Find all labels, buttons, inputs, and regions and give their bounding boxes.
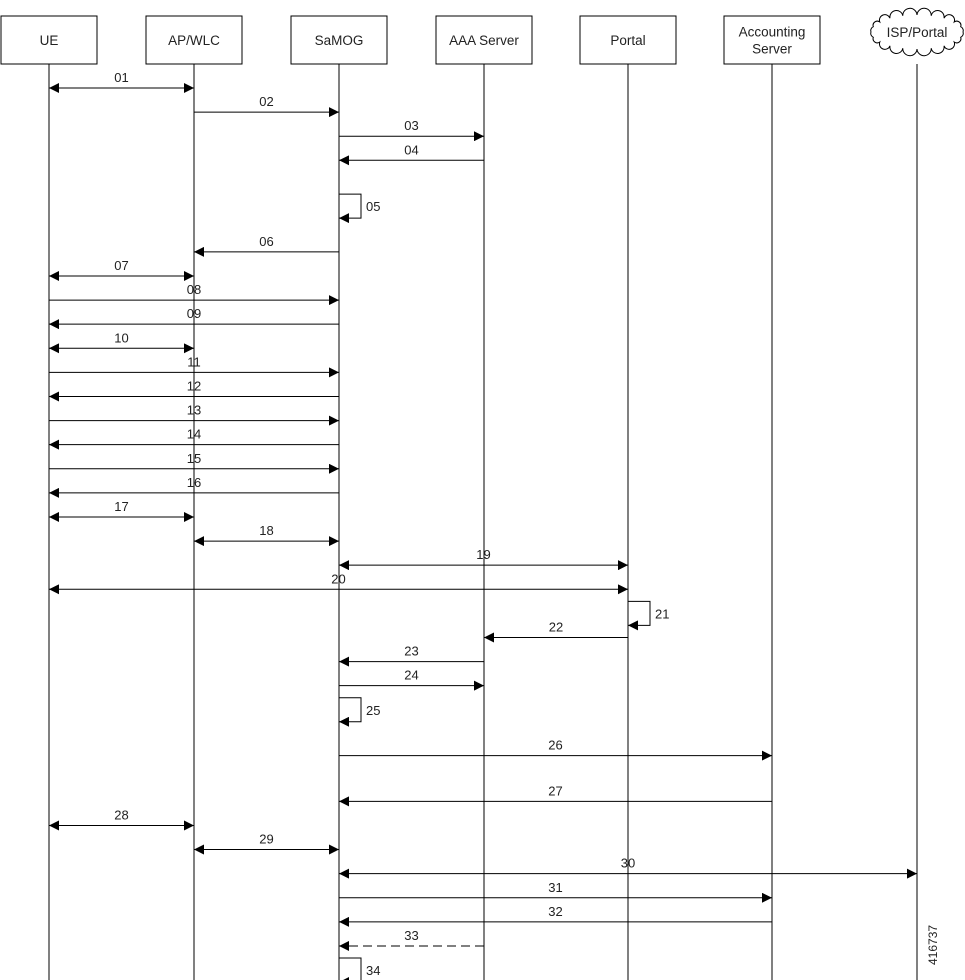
- message-28: [49, 807, 194, 825]
- actor-portal: [580, 16, 676, 64]
- message-31: [339, 880, 772, 898]
- message-22: [484, 619, 628, 637]
- message-label: 25: [366, 702, 381, 718]
- actor-label-ap: AP/WLC: [168, 33, 220, 48]
- message-label: 20: [331, 571, 346, 587]
- message-03: [339, 118, 484, 136]
- message-25: [339, 698, 380, 722]
- message-label: 16: [186, 474, 202, 490]
- message-label: 18: [259, 523, 274, 539]
- message-label: 27: [548, 783, 563, 799]
- message-10: [49, 330, 194, 348]
- actors: [1, 8, 963, 64]
- message-01: [49, 70, 194, 88]
- message-label: 34: [366, 963, 381, 979]
- message-label: 19: [476, 547, 491, 563]
- actor-samog: [291, 16, 387, 64]
- lifelines: [49, 64, 917, 980]
- message-label: 23: [404, 643, 419, 659]
- message-label: 09: [186, 306, 202, 322]
- message-label: 03: [404, 118, 419, 134]
- message-label: 30: [620, 855, 636, 871]
- actor-aaa: [436, 16, 532, 64]
- message-04: [339, 142, 484, 160]
- message-label: 26: [548, 737, 563, 753]
- message-arrow: [339, 958, 361, 980]
- message-label: 32: [548, 903, 563, 919]
- message-21: [628, 601, 669, 625]
- actor-label-ue: UE: [39, 33, 59, 48]
- message-label: 28: [114, 807, 129, 823]
- message-arrow: [628, 601, 650, 625]
- message-05: [339, 194, 380, 218]
- actor-acct: [724, 16, 820, 64]
- actor-ue: [1, 16, 97, 64]
- actor-label-acct: Accounting: [738, 24, 806, 40]
- message-32: [339, 904, 772, 922]
- message-34: [339, 958, 380, 980]
- actor-label-samog: SaMOG: [314, 33, 364, 48]
- message-label: 14: [186, 426, 202, 442]
- message-arrow: [339, 194, 361, 218]
- message-29: [194, 832, 339, 850]
- actor-label-acct: Server: [752, 41, 792, 57]
- message-label: 07: [114, 257, 129, 273]
- message-label: 22: [548, 619, 564, 635]
- actor-label-isp: ISP/Portal: [886, 25, 948, 40]
- message-26: [339, 738, 772, 756]
- actor-label-portal: Portal: [610, 33, 646, 48]
- message-24: [339, 668, 484, 686]
- actor-ap: [146, 16, 242, 64]
- message-label: 02: [259, 94, 274, 110]
- message-label: 33: [404, 927, 419, 943]
- message-07: [49, 258, 194, 276]
- message-label: 11: [187, 354, 201, 370]
- message-label: 04: [404, 142, 419, 158]
- message-02: [194, 94, 339, 112]
- message-27: [339, 783, 772, 801]
- messages: [49, 70, 917, 980]
- message-label: 29: [259, 831, 274, 847]
- message-label: 06: [259, 233, 274, 249]
- actor-isp: [871, 8, 964, 55]
- message-label: 15: [186, 450, 202, 466]
- message-06: [194, 234, 339, 252]
- actor-box-acct: [724, 16, 820, 64]
- message-label: 31: [548, 879, 563, 895]
- message-label: 12: [186, 378, 202, 394]
- message-17: [49, 499, 194, 517]
- message-label: 17: [114, 498, 129, 514]
- message-label: 21: [655, 606, 670, 622]
- message-label: 05: [366, 199, 381, 215]
- message-33: [339, 928, 484, 946]
- message-label: 08: [186, 282, 202, 298]
- message-18: [194, 523, 339, 541]
- figure-id: 416737: [926, 924, 940, 965]
- message-label: 13: [186, 402, 202, 418]
- message-label: 10: [114, 330, 129, 346]
- message-label: 01: [114, 70, 129, 85]
- actor-label-aaa: AAA Server: [449, 33, 519, 48]
- message-23: [339, 644, 484, 662]
- message-arrow: [339, 698, 361, 722]
- message-label: 24: [404, 667, 419, 683]
